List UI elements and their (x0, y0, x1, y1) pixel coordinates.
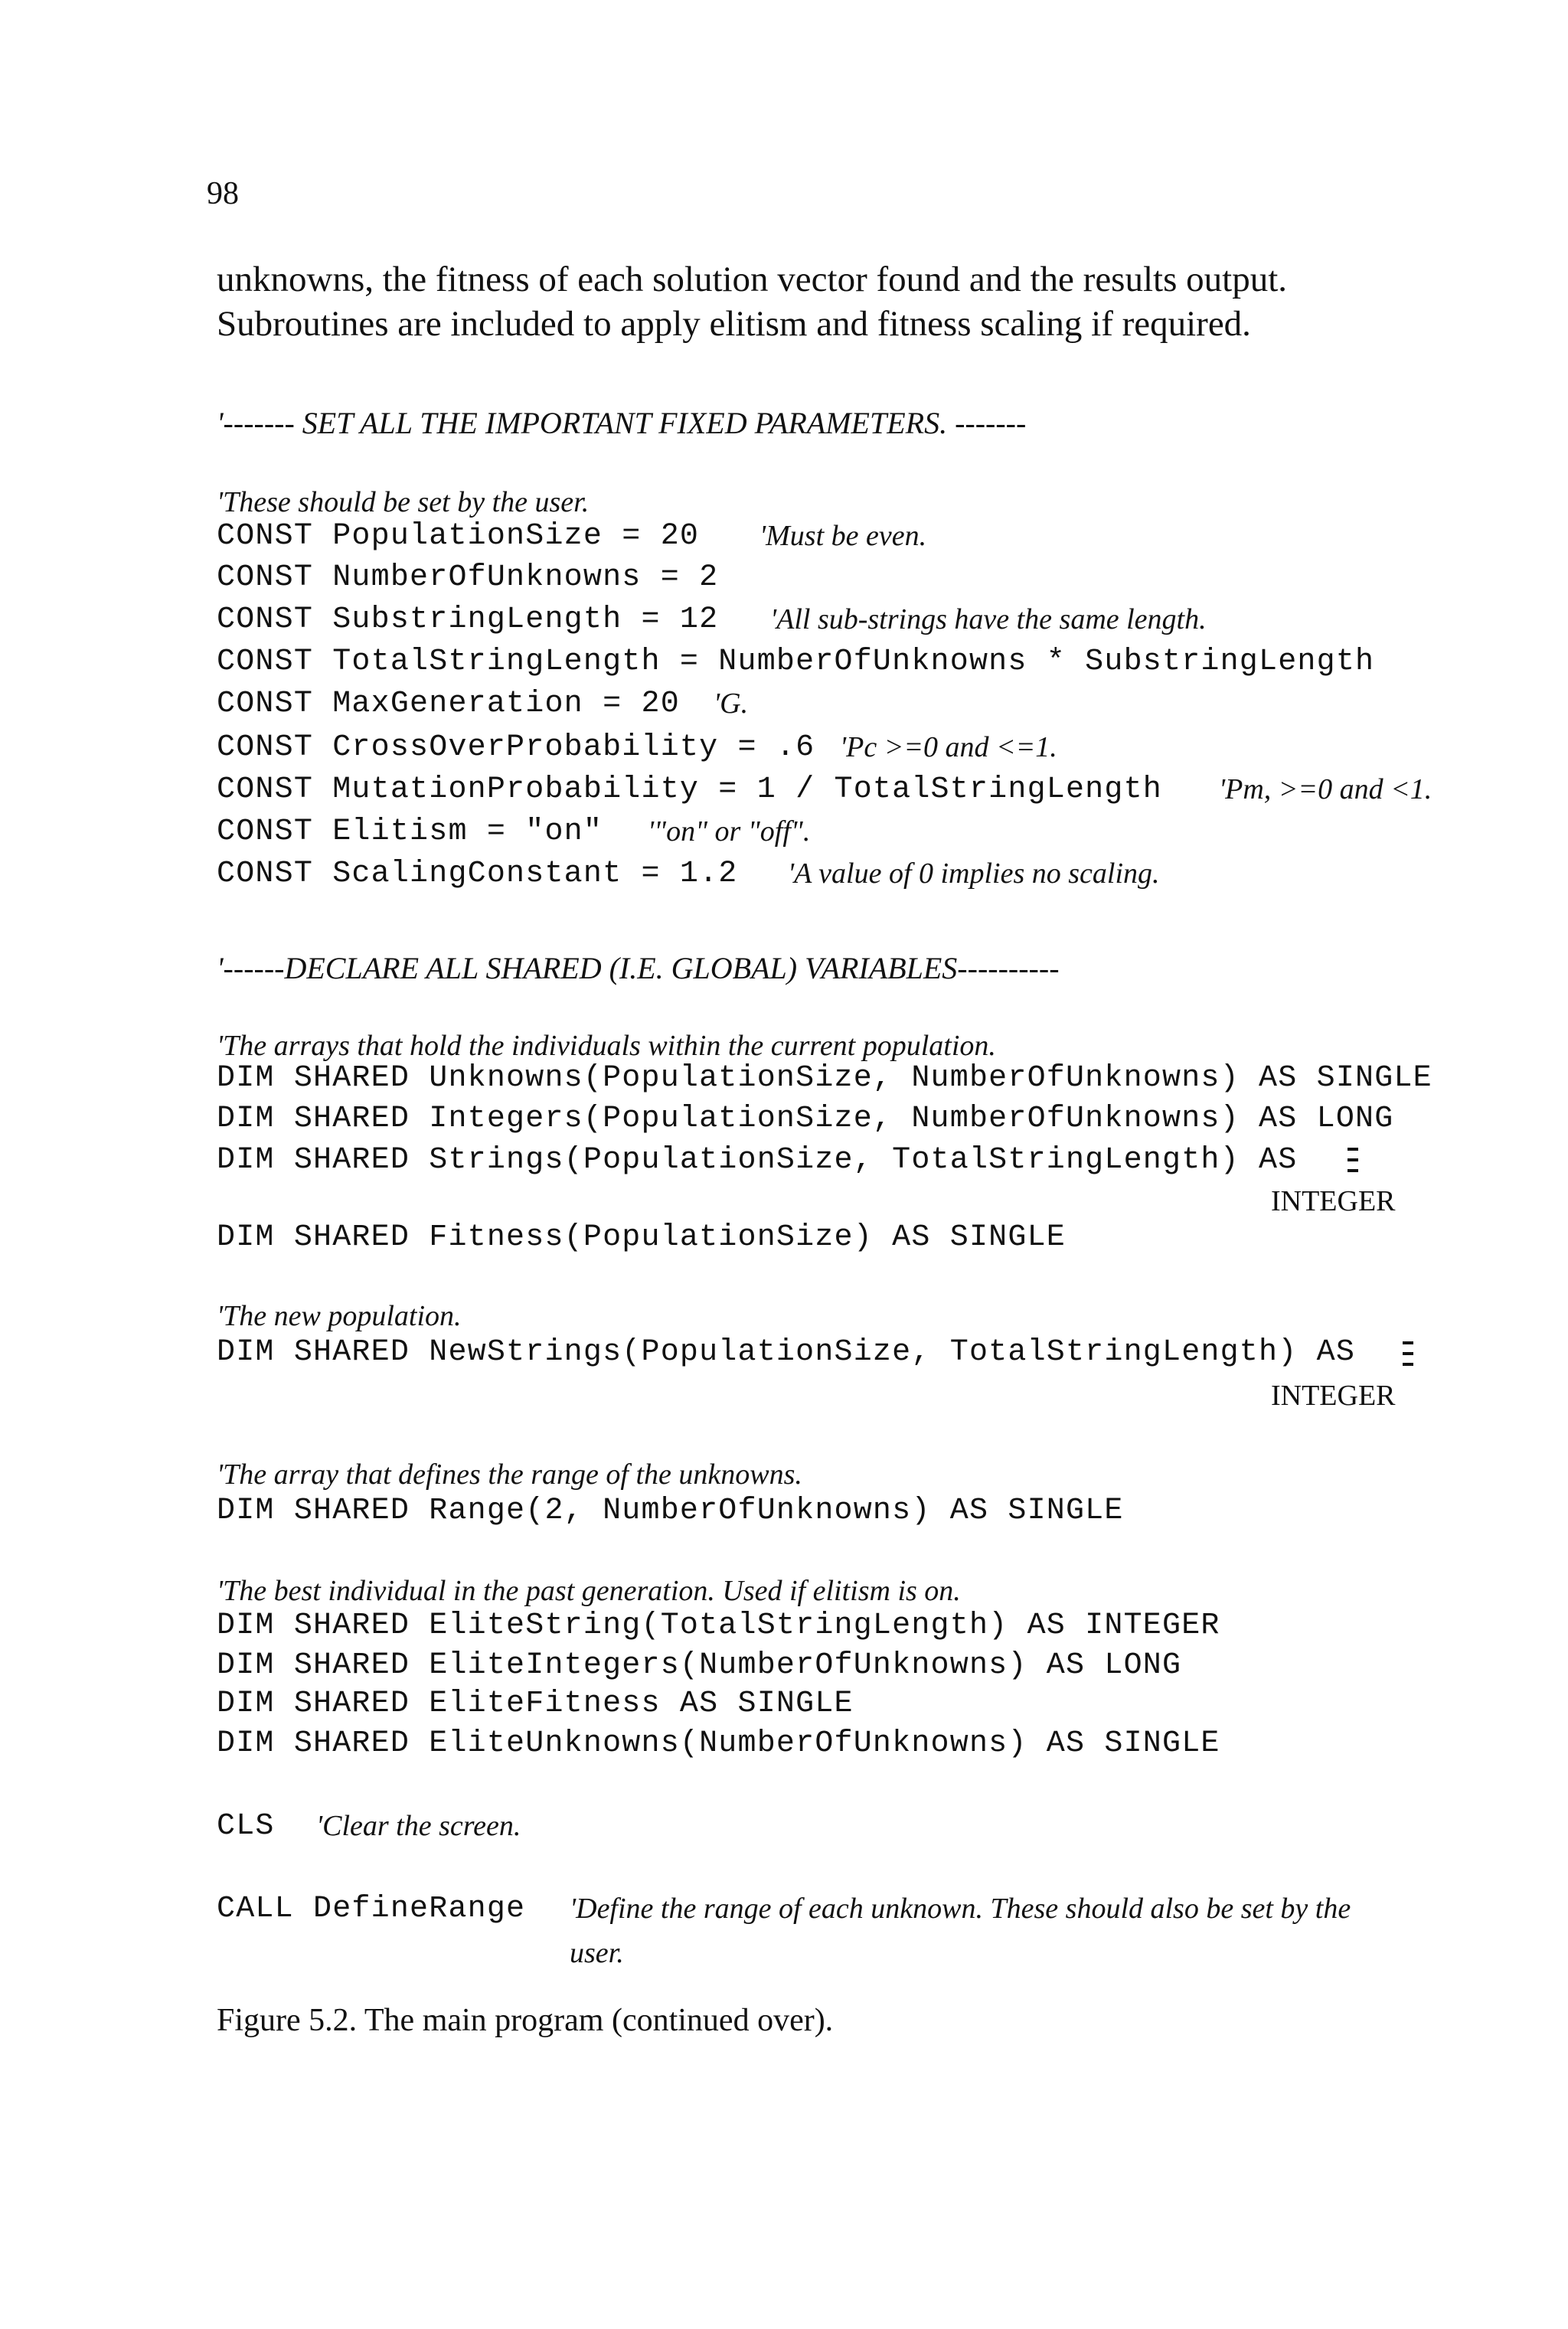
code-line: DIM SHARED Integers(PopulationSize, NumberOfUnknowns) AS LONG (217, 1102, 1394, 1136)
code-comment: 'Pc >=0 and <=1. (840, 731, 1057, 763)
comment-best-individual: 'The best individual in the past generation. Used if elitism is on. (217, 1575, 961, 1607)
comment-set-by-user: 'These should be set by the user. (217, 486, 590, 518)
code-line-cls: CLS (217, 1809, 275, 1844)
code-line: CONST MutationProbability = 1 / TotalStringLength (217, 773, 1162, 807)
code-comment: 'A value of 0 implies no scaling. (788, 857, 1160, 890)
code-line: DIM SHARED Strings(PopulationSize, TotalStringLength) AS (217, 1143, 1298, 1178)
code-line-wrap: INTEGER (1271, 1185, 1396, 1217)
code-line: DIM SHARED EliteFitness AS SINGLE (217, 1687, 854, 1721)
code-comment: 'All sub-strings have the same length. (770, 603, 1207, 635)
code-line: CONST ScalingConstant = 1.2 (217, 857, 738, 891)
comment-current-population: 'The arrays that hold the individuals within the current population. (217, 1030, 996, 1062)
figure-caption: Figure 5.2. The main program (continued over). (217, 2003, 834, 2038)
code-line: DIM SHARED EliteUnknowns(NumberOfUnknowns) AS SINGLE (217, 1726, 1220, 1761)
section-heading-shared-variables: '------DECLARE ALL SHARED (I.E. GLOBAL) VARIABLES---------- (217, 951, 1060, 985)
code-line: DIM SHARED NewStrings(PopulationSize, TotalStringLength) AS (217, 1335, 1356, 1370)
code-line: CONST NumberOfUnknowns = 2 (217, 560, 719, 595)
page-number: 98 (207, 176, 239, 211)
code-comment-wrap: user. (570, 1937, 624, 1969)
code-comment: '"on" or "off". (648, 815, 811, 848)
code-line: DIM SHARED Range(2, NumberOfUnknowns) AS SINGLE (217, 1494, 1124, 1528)
code-line-call: CALL DefineRange (217, 1892, 526, 1926)
comment-range-array: 'The array that defines the range of the unknowns. (217, 1458, 802, 1491)
code-line: CONST CrossOverProbability = .6 (217, 730, 815, 765)
intro-line-2: Subroutines are included to apply elitism and fitness scaling if required. (217, 304, 1251, 344)
line-continuation-mark (1348, 1148, 1358, 1172)
code-line: CONST SubstringLength = 12 (217, 603, 719, 637)
code-line: CONST MaxGeneration = 20 (217, 687, 680, 721)
code-line: CONST PopulationSize = 20 (217, 519, 700, 554)
code-line: DIM SHARED EliteString(TotalStringLength) AS INTEGER (217, 1609, 1220, 1643)
section-heading-parameters: '------- SET ALL THE IMPORTANT FIXED PARAMETERS. ------- (217, 406, 1027, 440)
line-continuation-mark (1403, 1341, 1413, 1366)
code-comment: 'Define the range of each unknown. These should also be set by the (570, 1893, 1351, 1925)
code-line: DIM SHARED Unknowns(PopulationSize, NumberOfUnknowns) AS SINGLE (217, 1061, 1432, 1096)
intro-line-1: unknowns, the fitness of each solution vector found and the results output. (217, 260, 1287, 299)
code-comment: 'G. (714, 688, 749, 720)
code-line: DIM SHARED Fitness(PopulationSize) AS SINGLE (217, 1220, 1066, 1255)
code-line-wrap: INTEGER (1271, 1380, 1396, 1412)
code-line: CONST Elitism = "on" (217, 815, 603, 849)
code-comment: 'Must be even. (760, 520, 927, 552)
code-line: CONST TotalStringLength = NumberOfUnknowns * SubstringLength (217, 645, 1375, 679)
code-comment: 'Clear the screen. (316, 1810, 521, 1842)
comment-new-population: 'The new population. (217, 1300, 462, 1332)
code-line: DIM SHARED EliteIntegers(NumberOfUnknowns) AS LONG (217, 1648, 1182, 1683)
code-comment: 'Pm, >=0 and <1. (1219, 773, 1432, 805)
